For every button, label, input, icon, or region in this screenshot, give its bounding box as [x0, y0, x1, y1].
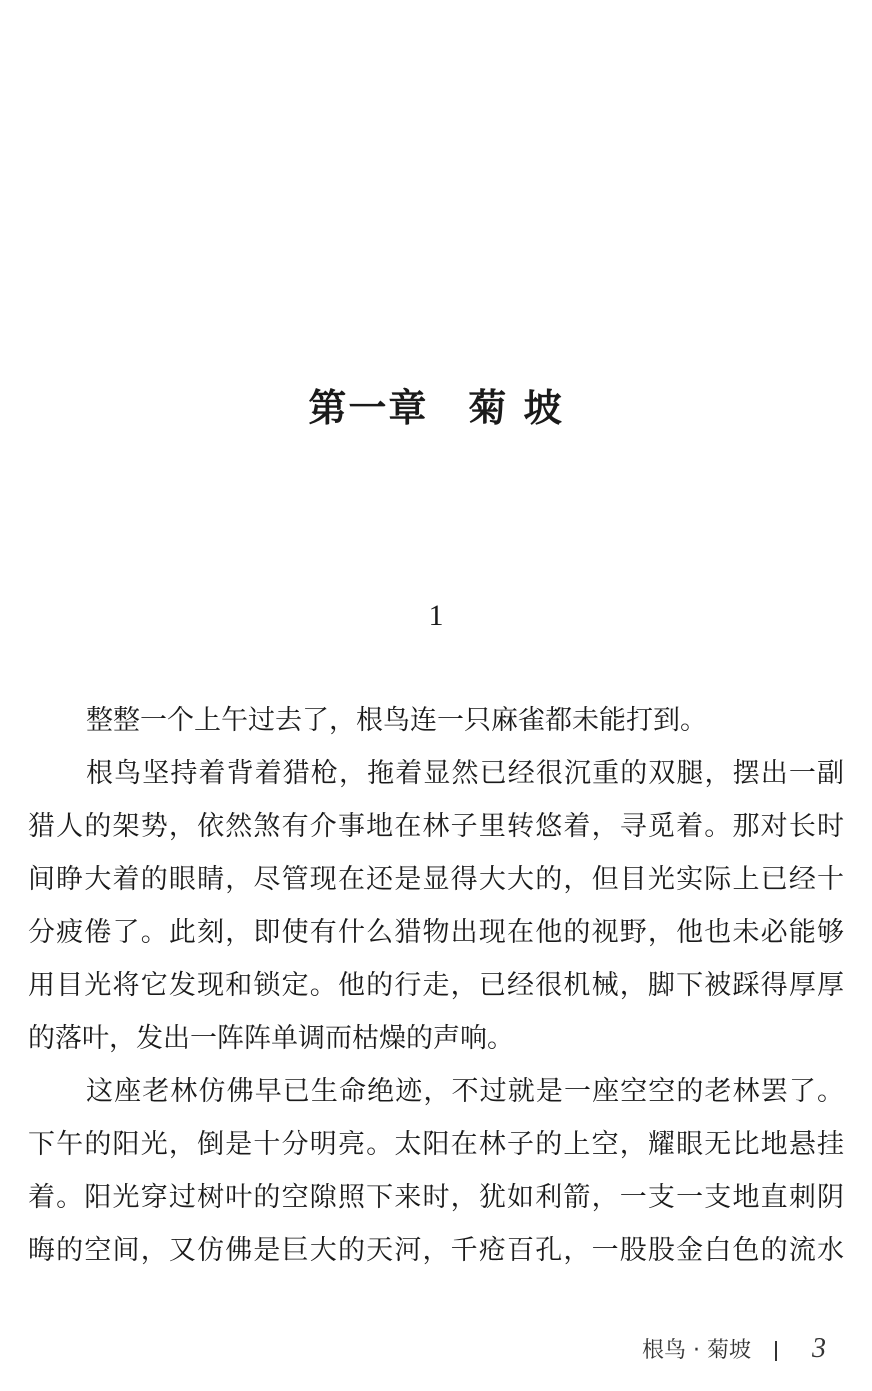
text-line: 根鸟坚持着背着猎枪，拖着显然已经很沉重的双腿，摆出一副 — [86, 758, 844, 789]
section-number: 1 — [428, 599, 444, 632]
running-footer-title: 根鸟 · 菊坡 — [642, 1338, 751, 1363]
text-line: 下午的阳光，倒是十分明亮。太阳在林子的上空，耀眼无比地悬挂 — [28, 1129, 844, 1160]
text-line: 的落叶，发出一阵阵单调而枯燥的声响。 — [28, 1023, 514, 1054]
text-line: 用目光将它发现和锁定。他的行走，已经很机械，脚下被踩得厚厚 — [28, 970, 844, 1001]
chapter-title: 第一章 菊 坡 — [308, 386, 564, 430]
text-line: 这座老林仿佛早已生命绝迹，不过就是一座空空的老林罢了。 — [86, 1076, 844, 1107]
footer-separator — [775, 1341, 777, 1361]
text-line: 整整一个上午过去了，根鸟连一只麻雀都未能打到。 — [86, 705, 707, 736]
text-line: 晦的空间，又仿佛是巨大的天河，千疮百孔，一股股金白色的流水 — [28, 1235, 844, 1266]
text-line: 猎人的架势，依然煞有介事地在林子里转悠着，寻觅着。那对长时 — [28, 811, 844, 842]
text-line: 分疲倦了。此刻，即使有什么猎物出现在他的视野，他也未必能够 — [28, 917, 844, 948]
text-line: 着。阳光穿过树叶的空隙照下来时，犹如利箭，一支一支地直刺阴 — [28, 1182, 844, 1213]
text-line: 间睁大着的眼睛，尽管现在还是显得大大的，但目光实际上已经十 — [28, 864, 844, 895]
page-number: 3 — [812, 1333, 826, 1364]
